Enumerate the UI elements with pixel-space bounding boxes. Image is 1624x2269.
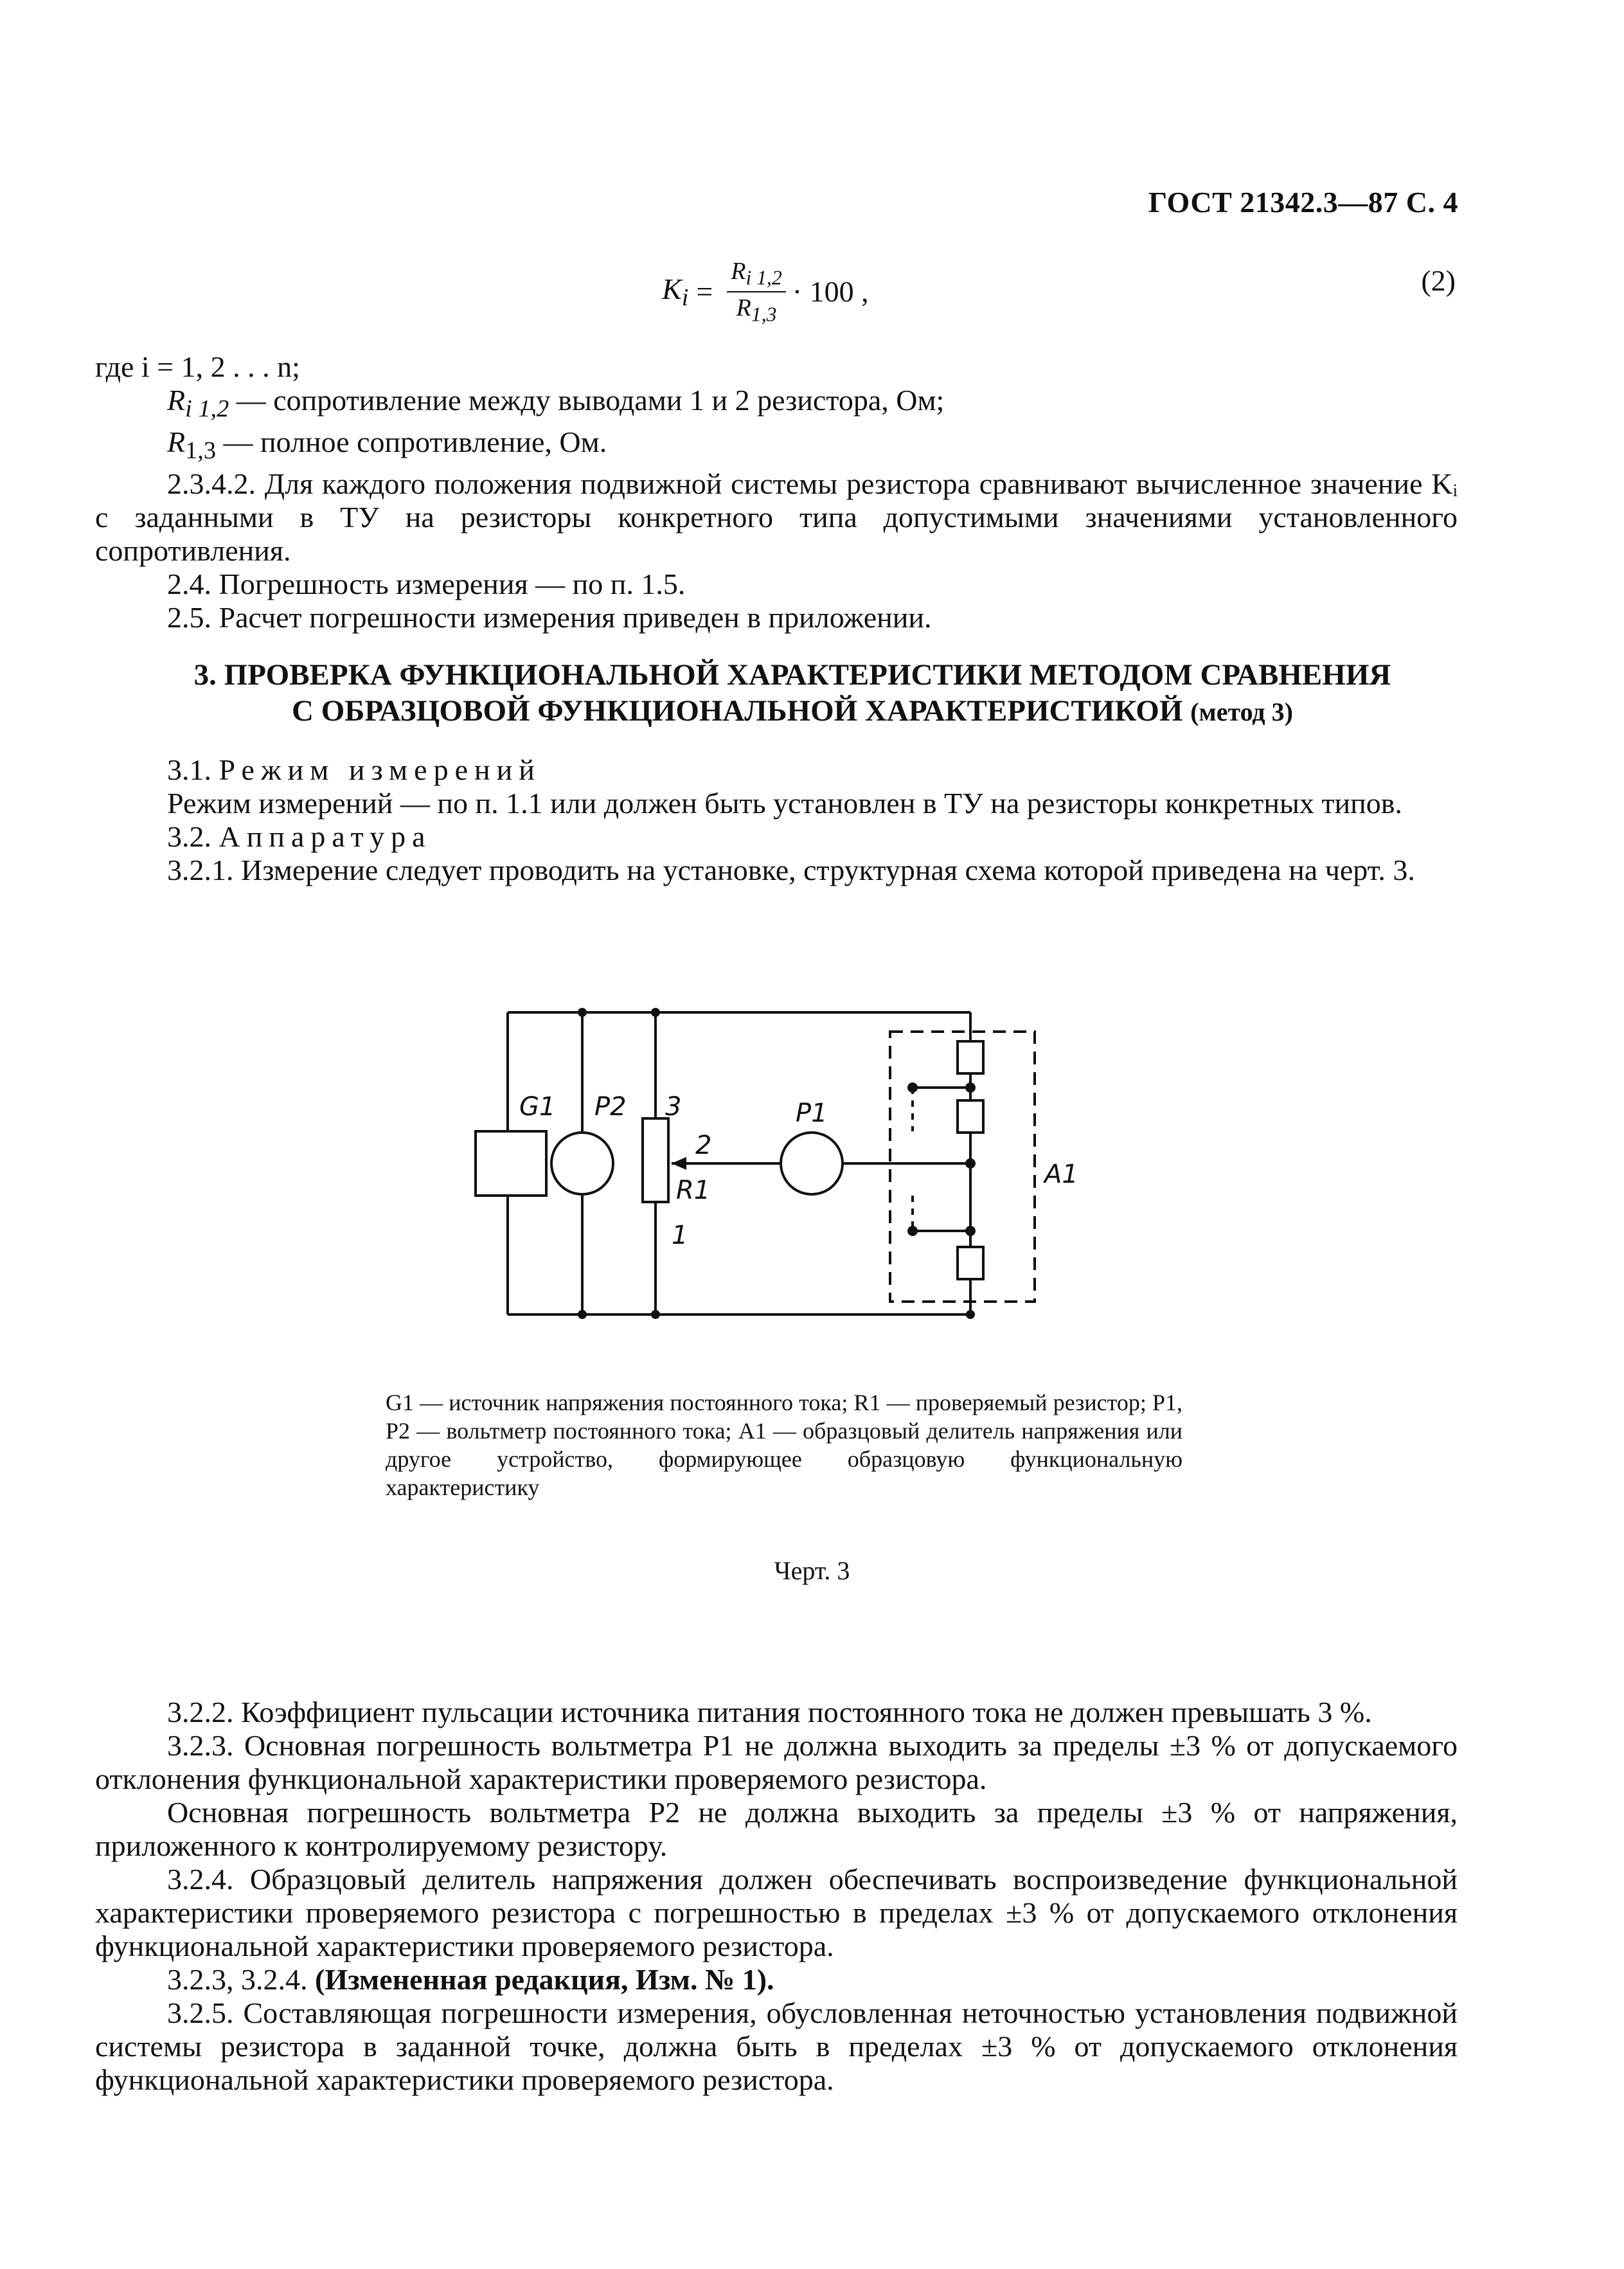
- paragraph-2-5: 2.5. Расчет погрешности измерения приведен в приложении.: [167, 601, 932, 634]
- formula-numerator: $R_{i 1,2}$: [727, 257, 786, 292]
- equation-number: (2): [1421, 264, 1456, 297]
- formula-lhs: $K_i$: [662, 272, 689, 311]
- subsection-3-2-title: 3.2. Аппаратура: [167, 820, 432, 853]
- label-g1: G1: [519, 1092, 556, 1122]
- p2-voltmeter-symbol: [551, 1133, 613, 1194]
- paragraph-3-2-3: 3.2.3. Основная погрешность вольтметра P1 не должна выходить за пределы ±3 % от допускаемого отклонения функциональной характеристики проверяемого резистора.: [95, 1729, 1458, 1795]
- figure-label: Черт. 3: [774, 1556, 850, 1585]
- page-header: ГОСТ 21342.3—87 С. 4: [1148, 186, 1458, 219]
- r1-resistor-symbol: [643, 1118, 668, 1202]
- p1-voltmeter-symbol: [781, 1133, 843, 1194]
- formula-multiplier: · 100 ,: [792, 275, 869, 309]
- subsection-3-1-title: 3.1. Режим измерений: [167, 753, 541, 786]
- paragraph-3-2-3-cont: Основная погрешность вольтметра P2 не должна выходить за пределы ±3 % от напряжения, приложенного к контролируемому резистору.: [95, 1796, 1458, 1862]
- label-3: 3: [665, 1092, 682, 1122]
- formula-2: $K_i$ = $\frac{R_{i 1,2}}{R_{1,3}}$ · 100 ,: [662, 258, 869, 326]
- where-line-2: $R_{i 1,2}$ — сопротивление между выводами 1 и 2 резистора, Ом;: [167, 384, 945, 423]
- label-p1: P1: [796, 1099, 828, 1128]
- where-line-3: $R_{1,3}$ — полное сопротивление, Ом.: [167, 426, 607, 465]
- label-r1: R1: [676, 1176, 711, 1205]
- paragraph-3-2-4: 3.2.4. Образцовый делитель напряжения должен обеспечивать воспроизведение функциональной характеристики проверяемого резистора с погрешностью в пределах ±3 % от допускаемого отклонения функциональной характеристики проверяемого резистора.: [95, 1863, 1458, 1962]
- subsection-3-1-text: Режим измерений — по п. 1.1 или должен быть установлен в ТУ на резисторы конкретных типов.: [167, 787, 1402, 820]
- a1-element-2: [958, 1100, 983, 1133]
- a1-element-1: [958, 1041, 983, 1073]
- paragraph-3-2-5: 3.2.5. Составляющая погрешности измерения, обусловленная неточностью установления подвижной системы резистора в заданной точке, должна быть в пределах ±3 % от допускаемого отклонения функциональной характеристики проверяемого резистора.: [95, 1996, 1458, 2096]
- paragraph-2-4: 2.4. Погрешность измерения — по п. 1.5.: [167, 568, 686, 601]
- where-line-1: где i = 1, 2 . . . n;: [95, 350, 300, 383]
- revision-note: 3.2.3, 3.2.4. (Измененная редакция, Изм. № 1).: [167, 1963, 774, 1996]
- formula-denominator: $R_{1,3}$: [736, 294, 777, 326]
- paragraph-2-3-4-2: 2.3.4.2. Для каждого положения подвижной системы резистора сравнивают вычисленное значение Kᵢ с заданными в ТУ на резисторы конкретного типа допустимыми значениями установленного сопротивления.: [95, 467, 1458, 568]
- g1-source-symbol: [476, 1131, 546, 1196]
- section-3-title: 3. ПРОВЕРКА ФУНКЦИОНАЛЬНОЙ ХАРАКТЕРИСТИКИ МЕТОДОМ СРАВНЕНИЯ С ОБРАЗЦОВОЙ ФУНКЦИОНАЛЬНОЙ ХАРАКТЕРИСТИКОЙ (метод 3): [193, 658, 1391, 728]
- figure-caption: G1 — источник напряжения постоянного тока; R1 — проверяемый резистор; P1, P2 — вольтметр постоянного тока; A1 — образцовый делитель напряжения или другое устройство, формирующее образцовую функциональную характеристику: [386, 1390, 1182, 1500]
- bottom-paragraphs: [95, 1696, 1458, 2097]
- label-p2: P2: [594, 1092, 627, 1122]
- paragraph-3-2-2: 3.2.2. Коэффициент пульсации источника питания постоянного тока не должен превышать 3 %.: [167, 1696, 1372, 1728]
- paragraph-3-2-1: 3.2.1. Измерение следует проводить на установке, структурная схема которой приведена на черт. 3.: [167, 854, 1415, 886]
- label-a1: A1: [1044, 1160, 1078, 1189]
- a1-element-3: [958, 1247, 983, 1279]
- label-2: 2: [695, 1131, 712, 1160]
- label-1: 1: [672, 1221, 688, 1250]
